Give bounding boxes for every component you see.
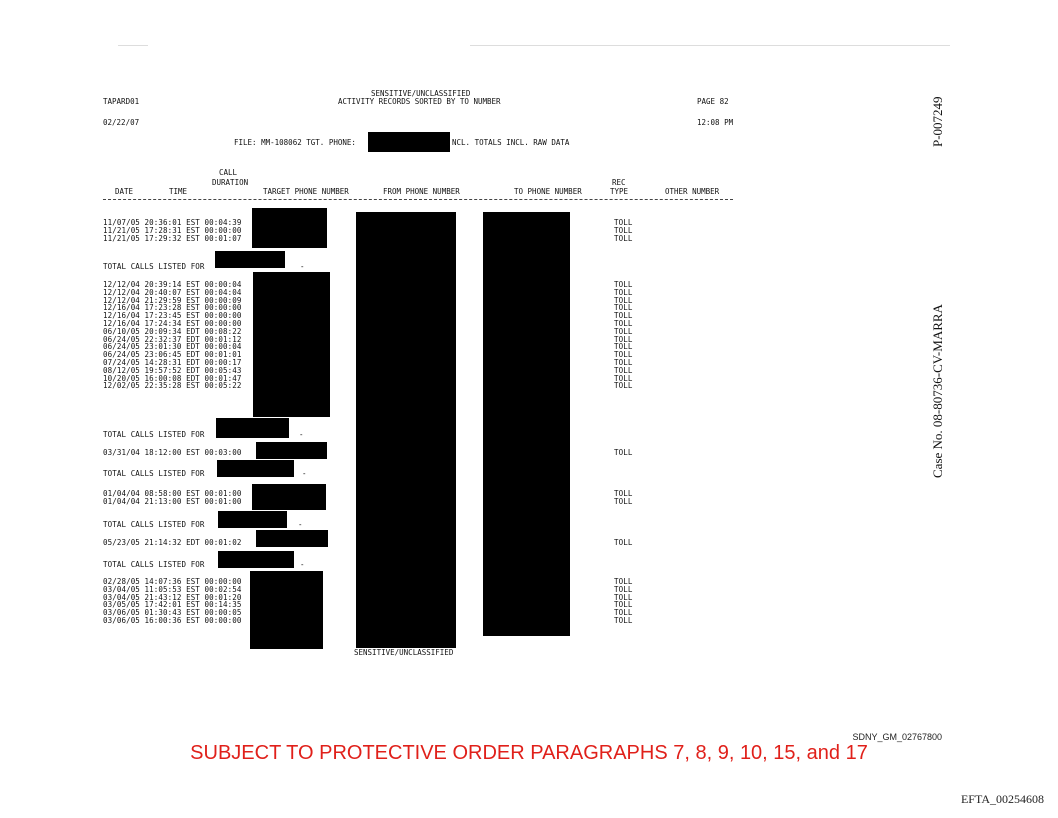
- group-total-dash: -: [302, 469, 307, 478]
- col-type: TYPE: [610, 187, 629, 196]
- record-row-datetime: 06/24/05 23:06:45 EDT 00:01:01: [103, 350, 242, 360]
- group-total-line: TOTAL CALLS LISTED FOR: [103, 262, 205, 271]
- record-row-type: TOLL: [614, 225, 633, 235]
- redaction-total-g3: [217, 460, 294, 477]
- file-line-prefix: FILE: MM-108062 TGT. PHONE:: [234, 138, 356, 147]
- record-row-type: TOLL: [614, 489, 633, 498]
- record-row-datetime: 05/23/05 21:14:32 EDT 00:01:02: [103, 538, 242, 547]
- group-total-dash: -: [300, 560, 305, 569]
- record-row-datetime: 12/16/04 17:24:34 EST 00:00:00: [103, 319, 242, 328]
- redaction-target-g3: [256, 442, 327, 459]
- sdny-bates-number: SDNY_GM_02767800: [852, 732, 942, 742]
- record-row-type: TOLL: [614, 592, 633, 602]
- record-row-type: TOLL: [614, 616, 633, 625]
- record-row-type: TOLL: [614, 218, 633, 227]
- record-row-datetime: 06/24/05 22:32:37 EDT 00:01:12: [103, 334, 242, 344]
- scan-artifact-line: [470, 45, 950, 46]
- redaction-total-g5: [218, 551, 294, 568]
- col-other: OTHER NUMBER: [665, 187, 720, 196]
- group-total-line: TOTAL CALLS LISTED FOR: [103, 560, 205, 569]
- record-row-type: TOLL: [614, 350, 633, 360]
- record-row-type: TOLL: [614, 577, 633, 586]
- record-row-datetime: 12/02/05 22:35:28 EST 00:05:22: [103, 381, 242, 391]
- record-row-type: TOLL: [614, 373, 633, 383]
- page-number: PAGE 82: [697, 97, 729, 106]
- group-total-line: TOTAL CALLS LISTED FOR: [103, 469, 205, 478]
- record-row-datetime: 12/12/04 21:29:59 EST 00:00:09: [103, 295, 242, 305]
- efta-bates-number: EFTA_00254608: [960, 792, 1044, 806]
- record-row-datetime: 11/21/05 17:29:32 EST 00:01:07: [103, 233, 242, 243]
- report-title: ACTIVITY RECORDS SORTED BY TO NUMBER: [338, 97, 501, 106]
- redaction-total-g1: [215, 251, 285, 268]
- record-row-type: TOLL: [614, 334, 633, 344]
- file-line-suffix: NCL. TOTALS INCL. RAW DATA: [452, 138, 570, 147]
- col-duration: DURATION: [212, 178, 249, 187]
- record-row-datetime: 03/06/05 01:30:43 EST 00:00:05: [103, 608, 242, 618]
- record-row-datetime: 03/06/05 16:00:36 EST 00:00:00: [103, 616, 242, 625]
- col-to: TO PHONE NUMBER: [514, 187, 582, 196]
- side-page-stamp: P-007249: [930, 96, 945, 147]
- col-date: DATE: [115, 187, 134, 196]
- record-row-type: TOLL: [614, 496, 633, 506]
- record-row-type: TOLL: [614, 311, 633, 321]
- redaction-from-column: [356, 212, 456, 648]
- record-row-datetime: 03/04/05 11:05:53 EST 00:02:54: [103, 584, 242, 594]
- record-row-datetime: 12/16/04 17:23:45 EST 00:00:00: [103, 311, 242, 321]
- col-time: TIME: [169, 187, 188, 196]
- record-row-datetime: 11/07/05 20:36:01 EST 00:04:39: [103, 218, 242, 227]
- group-total-line: TOTAL CALLS LISTED FOR: [103, 430, 205, 439]
- record-row-type: TOLL: [614, 233, 633, 243]
- col-call: CALL: [219, 168, 238, 177]
- classification-bottom: SENSITIVE/UNCLASSIFIED: [354, 648, 454, 657]
- record-row-datetime: 08/12/05 19:57:52 EDT 00:05:43: [103, 365, 242, 375]
- record-row-type: TOLL: [614, 381, 633, 391]
- redaction-total-g4: [218, 511, 287, 528]
- record-row-datetime: 06/24/05 23:01:30 EDT 00:00:04: [103, 342, 242, 352]
- record-row-datetime: 10/20/05 16:00:08 EDT 00:01:47: [103, 373, 242, 383]
- redaction-total-g2: [216, 418, 289, 438]
- redaction-target-g5: [256, 530, 328, 547]
- record-row-datetime: 12/12/04 20:40:07 EST 00:04:04: [103, 287, 242, 297]
- record-row-type: TOLL: [614, 280, 633, 289]
- report-time: 12:08 PM: [697, 118, 734, 127]
- redaction-target-phone: [368, 132, 450, 152]
- record-row-type: TOLL: [614, 295, 633, 305]
- record-row-type: TOLL: [614, 448, 633, 457]
- redaction-target-g4: [252, 484, 326, 510]
- classification-top: SENSITIVE/UNCLASSIFIED: [371, 89, 471, 98]
- record-row-type: TOLL: [614, 608, 633, 618]
- record-row-datetime: 06/10/05 20:09:34 EDT 00:08:22: [103, 326, 242, 336]
- record-row-type: TOLL: [614, 600, 633, 610]
- record-row-type: TOLL: [614, 358, 633, 367]
- record-row-datetime: 02/28/05 14:07:36 EST 00:00:00: [103, 577, 242, 586]
- record-row-type: TOLL: [614, 303, 633, 313]
- protective-order-notice: SUBJECT TO PROTECTIVE ORDER PARAGRAPHS 7, 8, 9, 10, 15, and 17: [190, 742, 868, 764]
- report-date: 02/22/07: [103, 118, 140, 127]
- group-total-dash: -: [298, 520, 303, 529]
- record-row-datetime: 01/04/04 21:13:00 EST 00:01:00: [103, 496, 242, 506]
- record-row-type: TOLL: [614, 287, 633, 297]
- record-row-datetime: 07/24/05 14:28:31 EDT 00:00:17: [103, 358, 242, 367]
- redaction-to-column: [483, 212, 570, 636]
- record-row-type: TOLL: [614, 342, 633, 352]
- record-row-datetime: 03/04/05 21:43:12 EST 00:01:20: [103, 592, 242, 602]
- group-total-dash: -: [300, 262, 305, 271]
- record-row-type: TOLL: [614, 365, 633, 375]
- record-row-datetime: 11/21/05 17:28:31 EST 00:00:00: [103, 225, 242, 235]
- side-case-number: Case No. 08-80736-CV-MARRA: [930, 304, 945, 478]
- record-row-datetime: 12/16/04 17:23:28 EST 00:00:00: [103, 303, 242, 313]
- record-row-type: TOLL: [614, 319, 633, 328]
- group-total-dash: -: [299, 430, 304, 439]
- redaction-target-g2: [253, 272, 330, 417]
- scan-artifact-line: [118, 45, 148, 46]
- record-row-type: TOLL: [614, 326, 633, 336]
- col-target: TARGET PHONE NUMBER: [263, 187, 349, 196]
- header-rule: [103, 199, 733, 200]
- report-id: TAPARD01: [103, 97, 140, 106]
- group-total-line: TOTAL CALLS LISTED FOR: [103, 520, 205, 529]
- col-rec: REC: [612, 178, 626, 187]
- redaction-target-g6: [250, 571, 323, 649]
- record-row-datetime: 12/12/04 20:39:14 EST 00:00:04: [103, 280, 242, 289]
- redaction-target-g1: [252, 208, 327, 248]
- col-from: FROM PHONE NUMBER: [383, 187, 460, 196]
- record-row-datetime: 01/04/04 08:58:00 EST 00:01:00: [103, 489, 242, 498]
- record-row-type: TOLL: [614, 584, 633, 594]
- record-row-datetime: 03/05/05 17:42:01 EST 00:14:35: [103, 600, 242, 610]
- record-row-datetime: 03/31/04 18:12:00 EST 00:03:00: [103, 448, 242, 457]
- record-row-type: TOLL: [614, 538, 633, 547]
